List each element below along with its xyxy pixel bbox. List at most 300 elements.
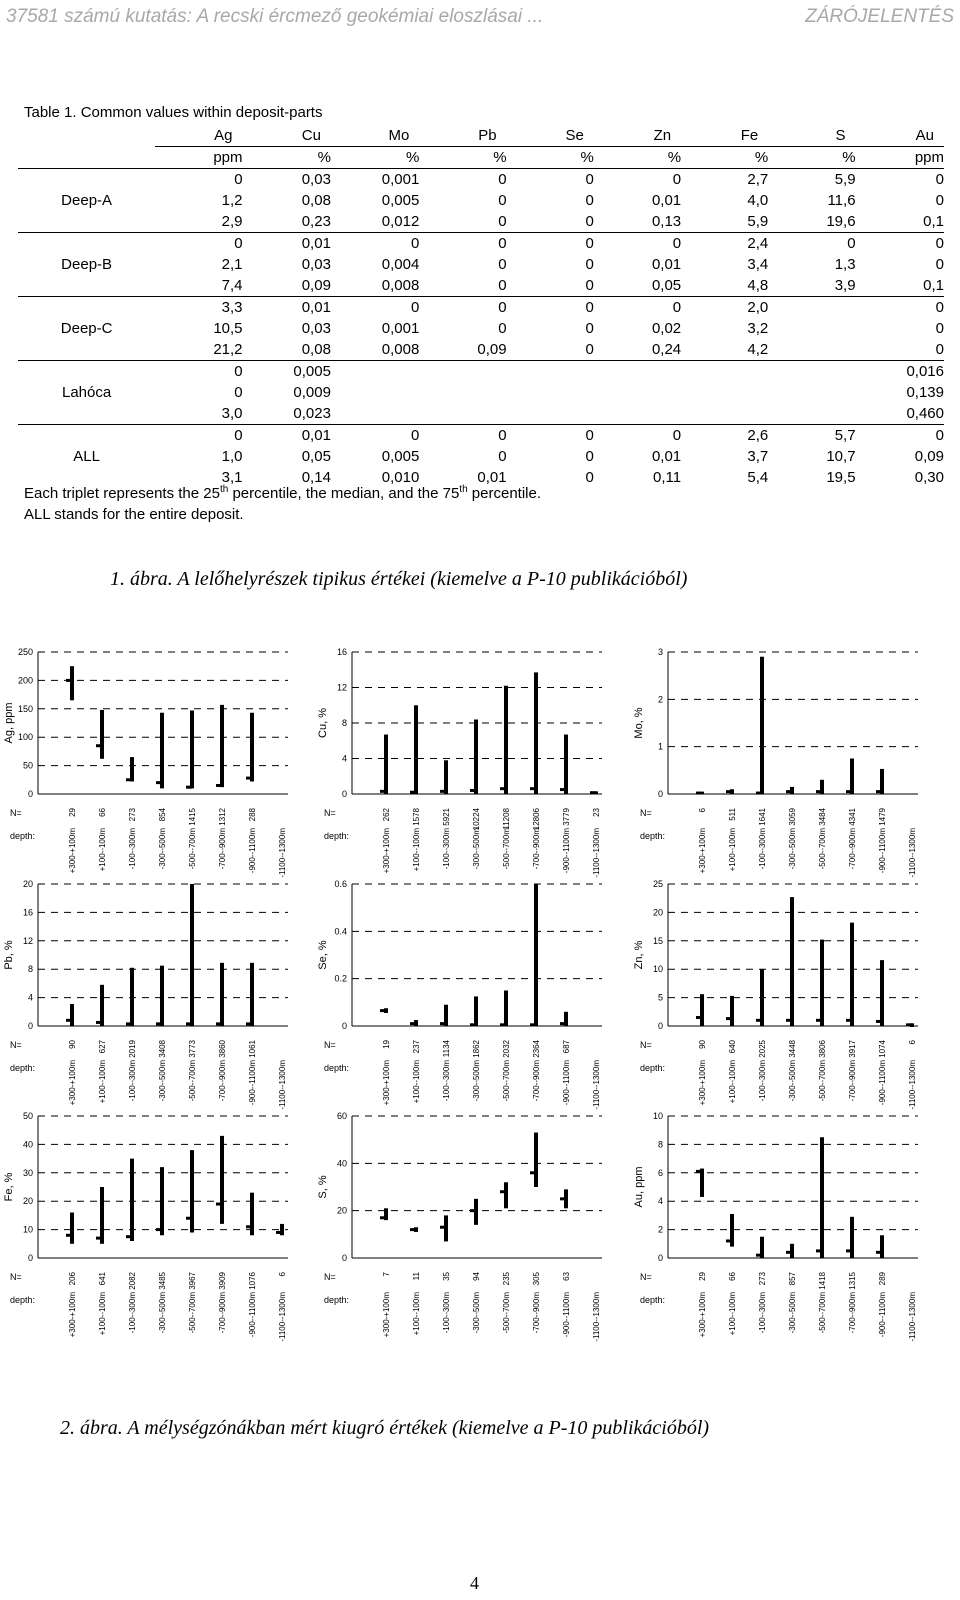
table-group-label: [18, 233, 155, 255]
n-label: N=: [10, 1040, 22, 1050]
y-tick-label: 10: [652, 1111, 663, 1121]
table-cell: 0: [498, 192, 507, 209]
table-cell: 0,09: [243, 275, 331, 297]
n-count: 641: [98, 1272, 107, 1286]
figure-1-caption: 1. ábra. A lelőhelyrészek tipikus értékei (kiemelve a P-10 publikációból): [110, 568, 688, 590]
y-tick-label: 4: [27, 992, 33, 1003]
y-tick-label: 8: [341, 718, 347, 728]
n-count: 1315: [848, 1272, 857, 1290]
depth-tick-label: -500--700m: [502, 828, 511, 870]
table-cell: 0: [419, 275, 506, 297]
table-column-header: Ag: [155, 125, 242, 147]
table-cell: [594, 403, 681, 425]
depth-tick-label: -300--500m: [472, 828, 481, 870]
table-cell: 0: [234, 384, 243, 401]
depth-tick-label: +100--100m: [728, 1292, 737, 1336]
n-count: 66: [728, 1272, 737, 1281]
table-unit-cell: %: [507, 147, 594, 169]
n-label: N=: [640, 808, 652, 818]
table-group-label: [18, 403, 155, 425]
y-tick-label: 0: [27, 1021, 33, 1031]
table-cell: 2,7: [747, 171, 769, 188]
n-count: 262: [382, 808, 391, 822]
y-tick-label: 3: [657, 647, 663, 657]
n-count: 288: [248, 808, 257, 822]
table-cell: 0: [498, 256, 507, 273]
depth-tick-label: -500--700m: [188, 1292, 197, 1334]
table-column-header: S: [768, 125, 855, 147]
table-cell: 0,460: [856, 403, 944, 425]
table-cell: 0,09: [914, 448, 944, 465]
table-cell: 19,6: [768, 211, 855, 233]
depth-tick-label: -300--500m: [788, 828, 797, 870]
n-count: 29: [68, 808, 77, 817]
table-cell: 0,1: [856, 275, 944, 297]
n-count: 1061: [248, 1040, 257, 1058]
table-note-all: ALL stands for the entire deposit.: [24, 506, 244, 523]
depth-tick-label: -700--900m: [218, 1060, 227, 1102]
n-count: 3485: [158, 1272, 167, 1290]
table-group-label: Deep-B: [61, 256, 113, 273]
table-cell: 19,5: [826, 469, 856, 486]
n-label: N=: [324, 1040, 336, 1050]
table-corner-cell: [18, 125, 155, 147]
table-cell: [594, 382, 681, 403]
y-tick-label: 8: [27, 964, 33, 975]
n-count: 3860: [218, 1040, 227, 1058]
n-count: 3806: [818, 1040, 827, 1058]
y-tick-label: 4: [341, 753, 347, 764]
table-cell: 0,009: [293, 384, 331, 401]
table-cell: 1,3: [834, 256, 856, 273]
table-cell: 0: [498, 235, 507, 252]
depth-tick-label: +300-+100m: [382, 828, 391, 874]
n-count: 94: [472, 1272, 481, 1281]
table-cell: [507, 382, 594, 403]
depth-tick-label: -100--300m: [758, 828, 767, 870]
table-cell: 10,5: [213, 320, 243, 337]
n-count: 10224: [472, 808, 481, 831]
depth-label: depth:: [10, 831, 36, 841]
depth-tick-label: -300--500m: [472, 1292, 481, 1334]
depth-tick-label: -500--700m: [188, 1060, 197, 1102]
table-row: [18, 382, 944, 403]
table-cell: 3,2: [747, 320, 769, 337]
table-cell: 0,01: [651, 256, 682, 273]
n-count: 511: [728, 808, 737, 821]
table-cell: 0,008: [331, 275, 419, 297]
n-count: 2025: [758, 1040, 767, 1058]
table-cell: 0: [856, 339, 944, 361]
depth-tick-label: -500--700m: [818, 1292, 827, 1334]
table-cell: [768, 297, 855, 319]
n-count: 1641: [758, 808, 767, 826]
n-count: 35: [442, 1272, 451, 1281]
table-cell: [507, 361, 594, 383]
table-cell: 1,0: [221, 448, 243, 465]
table-cell: 0,010: [381, 469, 420, 486]
n-count: 3779: [562, 808, 571, 826]
y-axis-label: Ag, ppm: [3, 702, 15, 744]
table-group-label: Deep-A: [61, 192, 113, 209]
table-cell: 3,1: [221, 469, 243, 486]
table-unit-cell: %: [243, 147, 331, 169]
table-unit-cell: %: [681, 147, 768, 169]
table-cell: 0,004: [381, 256, 420, 273]
n-count: 627: [98, 1040, 107, 1054]
table-cell: 2,4: [747, 235, 769, 252]
depth-label: depth:: [324, 1063, 350, 1073]
n-count: 1076: [248, 1272, 257, 1290]
table-cell: 0: [672, 171, 682, 188]
table-cell: 0,03: [301, 320, 331, 337]
depth-tick-label: -900--1100m: [878, 1292, 887, 1338]
table-unit-cell: %: [331, 147, 419, 169]
depth-tick-label: -700--900m: [532, 1060, 541, 1102]
depth-tick-label: -300--500m: [158, 828, 167, 870]
table-cell: 0,008: [331, 339, 419, 361]
table-group-label: Deep-C: [60, 320, 113, 337]
table-group-label: ALL: [73, 448, 100, 465]
table-cell: 0: [498, 171, 507, 188]
table-cell: 0: [507, 275, 594, 297]
depth-tick-label: +100--100m: [98, 828, 107, 872]
table-cell: 0: [585, 235, 594, 252]
n-count: 857: [788, 1272, 797, 1286]
depth-tick-label: +100--100m: [98, 1292, 107, 1336]
n-label: N=: [324, 808, 336, 818]
table-row: [18, 403, 944, 425]
table-cell: [419, 382, 506, 403]
table-unit-cell: %: [419, 147, 506, 169]
y-axis-label: S, %: [317, 1175, 329, 1199]
table-cell: 0: [935, 299, 944, 316]
depth-chart: [633, 647, 918, 878]
n-count: 687: [562, 1040, 571, 1054]
table-cell: [768, 318, 855, 339]
table-cell: 0,005: [381, 192, 420, 209]
depth-tick-label: -700--900m: [848, 828, 857, 870]
table-group-label: [18, 361, 155, 383]
depth-tick-label: -1100--1300m: [278, 1060, 287, 1110]
y-tick-label: 0.6: [334, 879, 347, 889]
y-tick-label: 50: [22, 760, 33, 771]
y-tick-label: 4: [657, 1196, 663, 1207]
table-title: Table 1. Common values within deposit-parts: [24, 104, 323, 121]
table-group-label: [18, 169, 155, 191]
table-cell: 11,6: [827, 192, 856, 209]
n-count: 273: [128, 808, 137, 822]
table-cell: 0: [410, 427, 420, 444]
y-tick-label: 0: [657, 1253, 663, 1263]
y-tick-label: 150: [17, 703, 33, 714]
table-group-label: [18, 425, 155, 447]
table-cell: 0,05: [301, 448, 331, 465]
table-column-header: Zn: [594, 125, 681, 147]
n-count: 1415: [188, 808, 197, 826]
depth-tick-label: +300-+100m: [68, 1292, 77, 1338]
depth-chart: [3, 879, 288, 1110]
n-count: 1418: [818, 1272, 827, 1290]
y-tick-label: 60: [336, 1111, 347, 1121]
table-cell: 5,7: [834, 427, 856, 444]
n-count: 6: [908, 1040, 917, 1045]
y-axis-label: Cu, %: [317, 708, 329, 738]
n-count: 2019: [128, 1040, 137, 1058]
table-row: [18, 275, 944, 297]
table-cell: [507, 403, 594, 425]
n-count: 19: [382, 1040, 391, 1049]
table-cell: 4,0: [747, 192, 769, 209]
n-count: 3909: [218, 1272, 227, 1290]
n-count: 63: [562, 1272, 571, 1281]
n-count: 5921: [442, 808, 451, 826]
table-cell: 0: [935, 192, 944, 209]
y-tick-label: 12: [22, 935, 33, 946]
depth-tick-label: +300-+100m: [68, 1060, 77, 1106]
y-tick-label: 10: [652, 964, 663, 975]
table-cell: 0: [507, 211, 594, 233]
y-axis-label: Se, %: [317, 940, 329, 970]
depth-chart: [317, 879, 602, 1110]
table-cell: 0,03: [301, 171, 331, 188]
n-count: 289: [878, 1272, 887, 1286]
y-tick-label: 0.4: [334, 926, 347, 937]
depth-tick-label: +100--100m: [98, 1060, 107, 1104]
depth-tick-label: -900--1100m: [562, 828, 571, 874]
table-cell: 0: [585, 192, 594, 209]
table-unit-cell: %: [594, 147, 681, 169]
n-count: 1479: [878, 808, 887, 826]
table-cell: 5,4: [747, 469, 769, 486]
n-count: 3448: [788, 1040, 797, 1058]
n-count: 11208: [502, 808, 511, 830]
n-count: 206: [68, 1272, 77, 1286]
depth-tick-label: -300--500m: [788, 1060, 797, 1102]
depth-tick-label: -100--300m: [128, 828, 137, 870]
y-tick-label: 100: [17, 732, 33, 743]
depth-tick-label: +300-+100m: [698, 828, 707, 874]
y-tick-label: 2: [657, 1224, 663, 1235]
table-cell: 0,02: [651, 320, 682, 337]
depth-tick-label: -1100--1300m: [278, 828, 287, 878]
n-label: N=: [10, 808, 22, 818]
table-group-label: [18, 211, 155, 233]
y-tick-label: 0: [27, 1253, 33, 1263]
depth-tick-label: -1100--1300m: [592, 1292, 601, 1342]
table-cell: 2,9: [155, 211, 242, 233]
table-column-header: Cu: [243, 125, 331, 147]
table-cell: 0,05: [594, 275, 681, 297]
table-column-header: Pb: [419, 125, 506, 147]
table-cell: 0: [419, 211, 506, 233]
table-cell: 0,1: [856, 211, 944, 233]
depth-tick-label: -100--300m: [758, 1060, 767, 1102]
depth-tick-label: +300-+100m: [68, 828, 77, 874]
table-cell: 0,005: [381, 448, 420, 465]
y-tick-label: 30: [22, 1167, 33, 1178]
table-cell: 0: [935, 235, 944, 252]
table-row: [18, 211, 944, 233]
y-axis-label: Au, ppm: [633, 1166, 645, 1208]
table-cell: [331, 403, 419, 425]
depth-chart: [317, 1111, 602, 1342]
y-tick-label: 0: [341, 1021, 347, 1031]
table-cell: 0,13: [594, 211, 681, 233]
depth-tick-label: -1100--1300m: [908, 1292, 917, 1342]
depth-tick-label: -900--1100m: [248, 828, 257, 874]
y-tick-label: 200: [17, 675, 33, 686]
table-group-label: Lahóca: [62, 384, 112, 401]
table-cell: 10,7: [826, 448, 856, 465]
table-column-header: Au: [856, 125, 944, 147]
depth-tick-label: -1100--1300m: [278, 1292, 287, 1342]
depth-tick-label: -900--1100m: [878, 828, 887, 874]
table-cell: 0,11: [653, 469, 682, 486]
table-cell: [331, 382, 419, 403]
y-tick-label: 16: [336, 647, 347, 657]
table-cell: 0: [585, 256, 594, 273]
depth-tick-label: -100--300m: [758, 1292, 767, 1334]
table-cell: 0: [672, 299, 682, 316]
table-cell: 0: [234, 363, 243, 380]
table-cell: 5,9: [834, 171, 856, 188]
table-row: [18, 233, 944, 255]
table-cell: 0: [498, 448, 507, 465]
y-tick-label: 2: [657, 694, 663, 705]
depth-tick-label: -900--1100m: [248, 1292, 257, 1338]
table-cell: 0,01: [651, 192, 682, 209]
n-label: N=: [640, 1040, 652, 1050]
y-tick-label: 8: [657, 1139, 663, 1150]
table-cell: [419, 361, 506, 383]
table-cell: 3,0: [155, 403, 242, 425]
n-count: 3917: [848, 1040, 857, 1058]
table-cell: 0,001: [381, 320, 420, 337]
n-count: 3484: [818, 808, 827, 826]
depth-tick-label: +100--100m: [412, 1292, 421, 1336]
table-units-row: [18, 147, 944, 169]
y-tick-label: 20: [22, 879, 33, 889]
table-cell: 4,2: [681, 339, 768, 361]
n-count: 2364: [532, 1040, 541, 1058]
n-count: 29: [698, 1272, 707, 1281]
y-tick-label: 250: [17, 647, 33, 657]
n-count: 235: [502, 1272, 511, 1286]
depth-tick-label: -500--700m: [502, 1060, 511, 1102]
n-count: 7: [382, 1272, 391, 1277]
n-count: 305: [532, 1272, 541, 1286]
table-cell: 0: [234, 235, 243, 252]
running-header-title: 37581 számú kutatás: A recski ércmező geokémiai eloszlásai ...: [6, 6, 544, 27]
depth-label: depth:: [640, 1295, 666, 1305]
table-cell: 0: [585, 171, 594, 188]
depth-tick-label: -1100--1300m: [908, 1060, 917, 1110]
table-row: [18, 425, 944, 447]
y-tick-label: 0.2: [334, 973, 347, 984]
n-count: 3408: [158, 1040, 167, 1058]
depth-tick-label: -300--500m: [158, 1292, 167, 1334]
depth-tick-label: -700--900m: [218, 828, 227, 870]
table-unit-cell: ppm: [155, 147, 242, 169]
table-cell: 0: [935, 171, 944, 188]
table-cell: 0,08: [243, 339, 331, 361]
table-cell: 0: [498, 427, 507, 444]
y-tick-label: 5: [657, 992, 663, 1003]
table-cell: 0: [585, 320, 594, 337]
table-cell: 0,09: [419, 339, 506, 361]
n-count: 2032: [502, 1040, 511, 1058]
table-cell: 3,3: [221, 299, 243, 316]
table-cell: 0,012: [331, 211, 419, 233]
depth-tick-label: -1100--1300m: [592, 828, 601, 878]
depth-tick-label: +100--100m: [728, 828, 737, 872]
table-cell: 0: [935, 427, 944, 444]
table-cell: 0: [847, 235, 856, 252]
table-cell: 1,2: [221, 192, 243, 209]
depth-label: depth:: [324, 831, 350, 841]
y-tick-label: 0: [657, 789, 663, 799]
table-cell: [768, 361, 855, 383]
y-tick-label: 20: [336, 1205, 347, 1216]
y-tick-label: 0: [27, 789, 33, 799]
table-group-label: [18, 297, 155, 319]
table-cell: 0: [585, 448, 594, 465]
figure-2-caption: 2. ábra. A mélységzónákban mért kiugró értékek (kiemelve a P-10 publikációból): [60, 1417, 710, 1439]
n-count: 3773: [188, 1040, 197, 1058]
depth-tick-label: +100--100m: [412, 828, 421, 872]
y-tick-label: 25: [652, 879, 663, 889]
depth-label: depth:: [324, 1295, 350, 1305]
table-cell: 0,08: [301, 192, 331, 209]
table-row: [18, 190, 944, 211]
depth-tick-label: -100--300m: [128, 1060, 137, 1102]
table-cell: 0: [410, 299, 420, 316]
table-cell: [768, 382, 855, 403]
depth-tick-label: +300-+100m: [698, 1292, 707, 1338]
depth-tick-label: -700--900m: [848, 1060, 857, 1102]
table-row: [18, 254, 944, 275]
table-unit-cell: ppm: [856, 147, 944, 169]
table-cell: 0,005: [293, 363, 331, 380]
y-axis-label: Mo, %: [633, 707, 645, 739]
y-tick-label: 10: [22, 1224, 33, 1235]
table-cell: 0: [672, 427, 682, 444]
table-cell: 0,001: [381, 171, 420, 188]
table-cell: 4,8: [681, 275, 768, 297]
n-count: 2082: [128, 1272, 137, 1290]
y-tick-label: 15: [652, 935, 663, 946]
n-count: 3059: [788, 808, 797, 826]
table-cell: 0: [585, 299, 594, 316]
y-tick-label: 20: [652, 907, 663, 918]
depth-tick-label: -900--1100m: [248, 1060, 257, 1106]
table-cell: 0,01: [477, 469, 507, 486]
table-unit-cell: %: [768, 147, 855, 169]
y-tick-label: 12: [336, 682, 347, 693]
n-count: 90: [698, 1040, 707, 1049]
table-cell: 0,01: [301, 235, 331, 252]
table-cell: [681, 361, 768, 383]
table-cell: 0,24: [594, 339, 681, 361]
table-cell: 0,01: [651, 448, 682, 465]
depth-tick-label: -500--700m: [818, 828, 827, 870]
n-count: 1134: [442, 1040, 451, 1058]
depth-tick-label: -500--700m: [502, 1292, 511, 1334]
table-note-percentiles: Each triplet represents the 25th percentile, the median, and the 75th percentile.: [24, 484, 542, 502]
table-row: [18, 318, 944, 339]
table-cell: 0: [935, 256, 944, 273]
